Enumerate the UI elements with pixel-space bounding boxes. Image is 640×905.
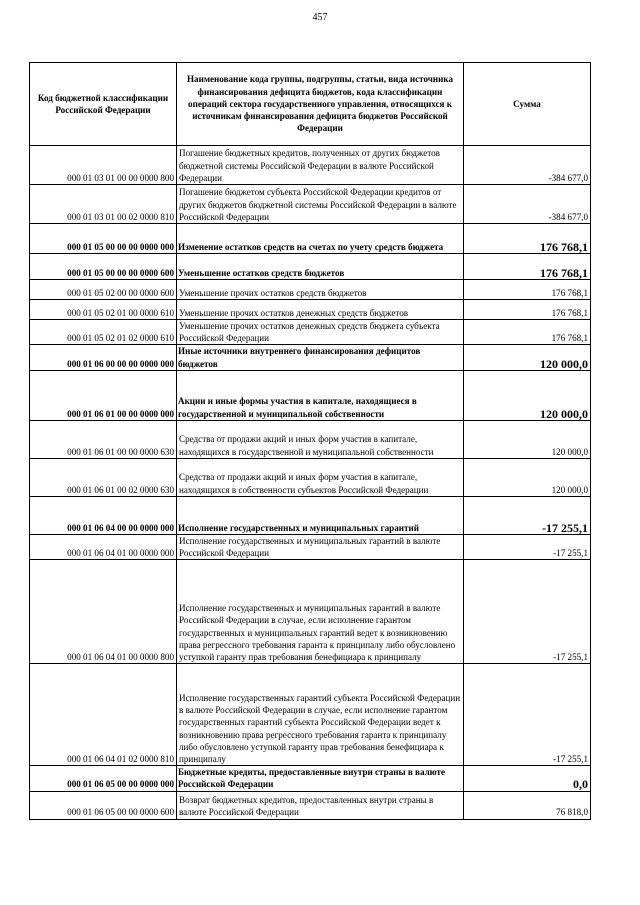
table-row <box>30 146 591 185</box>
table-row <box>30 420 591 458</box>
row-name: Иные источники внутреннего финансирования дефицитов бюджетов <box>177 345 464 370</box>
table-row <box>30 766 591 791</box>
row-name: Уменьшение остатков средств бюджетов <box>177 254 464 280</box>
row-sum: 120 000,0 <box>464 370 591 420</box>
row-sum: 76 818,0 <box>464 791 591 819</box>
row-code: 000 01 06 00 00 00 0000 000 <box>30 345 177 370</box>
row-sum: 120 000,0 <box>464 420 591 458</box>
table-row <box>30 496 591 534</box>
row-sum: -17 255,1 <box>464 534 591 559</box>
table-row <box>30 185 591 224</box>
row-code: 000 01 05 02 01 00 0000 610 <box>30 300 177 320</box>
row-name: Погашение бюджетных кредитов, полученных от других бюджетов бюджетной системы Российской Федерации в валюте Российской Федерации <box>177 146 464 185</box>
table-row <box>30 664 591 766</box>
row-name: Бюджетные кредиты, предоставленные внутри страны в валюте Российской Федерации <box>177 766 464 791</box>
page-number: 457 <box>312 12 328 23</box>
table-row <box>30 560 591 664</box>
row-name: Средства от продажи акций и иных форм участия в капитале, находящихся в собственности субъектов Российской Федерации <box>177 458 464 496</box>
table-row <box>30 534 591 559</box>
row-code: 000 01 06 01 00 02 0000 630 <box>30 458 177 496</box>
row-name: Исполнение государственных гарантий субъекта Российской Федерации в валюте Российской Федерации в случае, если исполнение гарантом государственных гарантий субъекта Российской Федерации ведет к возникновению права регрессного требования гаранта к принципалу либо обусловлено уступкой гаранту прав требования бенефициара к принципалу <box>177 664 464 766</box>
row-code: 000 01 05 00 00 00 0000 000 <box>30 224 177 254</box>
row-sum: 176 768,1 <box>464 224 591 254</box>
row-code: 000 01 06 04 00 00 0000 000 <box>30 496 177 534</box>
row-code: 000 01 05 02 01 02 0000 610 <box>30 320 177 345</box>
row-name: Средства от продажи акций и иных форм участия в капитале, находящихся в государственной и муниципальной собственности <box>177 420 464 458</box>
row-name: Уменьшение прочих остатков денежных средств бюджетов <box>177 300 464 320</box>
table-row <box>30 300 591 320</box>
row-name: Исполнение государственных и муниципальных гарантий в валюте Российской Федерации <box>177 534 464 559</box>
row-sum: 176 768,1 <box>464 320 591 345</box>
table-row <box>30 280 591 300</box>
row-sum: 176 768,1 <box>464 254 591 280</box>
row-code: 000 01 05 00 00 00 0000 600 <box>30 254 177 280</box>
row-code: 000 01 03 01 00 02 0000 810 <box>30 185 177 224</box>
row-code: 000 01 06 05 00 00 0000 000 <box>30 766 177 791</box>
row-name: Погашение бюджетом субъекта Российской Федерации кредитов от других бюджетов бюджетной системы Российской Федерации в валюте Российской Федерации <box>177 185 464 224</box>
table-row <box>30 458 591 496</box>
row-code: 000 01 06 04 01 02 0000 810 <box>30 664 177 766</box>
row-sum: -384 677,0 <box>464 146 591 185</box>
table-body <box>30 146 591 820</box>
row-sum: 176 768,1 <box>464 280 591 300</box>
table-row <box>30 254 591 280</box>
row-sum: 120 000,0 <box>464 345 591 370</box>
row-name: Исполнение государственных и муниципальных гарантий в валюте Российской Федерации в случае, если исполнение гарантом государственных и муниципальных гарантий ведет к возникновению права регрессного требования гаранта к принципалу либо обусловлено уступкой гаранту прав требования бенефициара к принципалу <box>177 560 464 664</box>
header-code: Код бюджетной классификации Российской Федерации <box>30 63 177 146</box>
row-code: 000 01 06 04 01 00 0000 800 <box>30 560 177 664</box>
header-name: Наименование кода группы, подгруппы, статьи, вида источника финансирования дефицита бюджетов, кода классификации операций сектора государственного управления, относящихся к источникам финансирования дефицита бюджетов Российской Федерации <box>177 63 464 146</box>
budget-sources-table <box>29 62 591 820</box>
row-code: 000 01 06 05 00 00 0000 600 <box>30 791 177 819</box>
row-sum: 0,0 <box>464 766 591 791</box>
row-sum: -384 677,0 <box>464 185 591 224</box>
row-name: Акции и иные формы участия в капитале, находящиеся в государственной и муниципальной собственности <box>177 370 464 420</box>
row-code: 000 01 03 01 00 00 0000 800 <box>30 146 177 185</box>
row-name: Уменьшение прочих остатков денежных средств бюджета субъекта Российской Федерации <box>177 320 464 345</box>
row-name: Возврат бюджетных кредитов, предоставленных внутри страны в валюте Российской Федерации <box>177 791 464 819</box>
row-code: 000 01 06 04 01 00 0000 000 <box>30 534 177 559</box>
row-sum: 176 768,1 <box>464 300 591 320</box>
header-sum: Сумма <box>464 63 591 146</box>
row-sum: -17 255,1 <box>464 560 591 664</box>
table-row <box>30 224 591 254</box>
row-name: Уменьшение прочих остатков средств бюджетов <box>177 280 464 300</box>
row-sum: 120 000,0 <box>464 458 591 496</box>
table-row <box>30 791 591 819</box>
row-code: 000 01 05 02 00 00 0000 600 <box>30 280 177 300</box>
row-code: 000 01 06 01 00 00 0000 000 <box>30 370 177 420</box>
row-name: Исполнение государственных и муниципальных гарантий <box>177 496 464 534</box>
row-sum: -17 255,1 <box>464 496 591 534</box>
table-row <box>30 345 591 370</box>
row-sum: -17 255,1 <box>464 664 591 766</box>
row-name: Изменение остатков средств на счетах по учету средств бюджета <box>177 224 464 254</box>
table-row <box>30 320 591 345</box>
table-header-row <box>30 63 591 146</box>
row-code: 000 01 06 01 00 00 0000 630 <box>30 420 177 458</box>
table-row <box>30 370 591 420</box>
